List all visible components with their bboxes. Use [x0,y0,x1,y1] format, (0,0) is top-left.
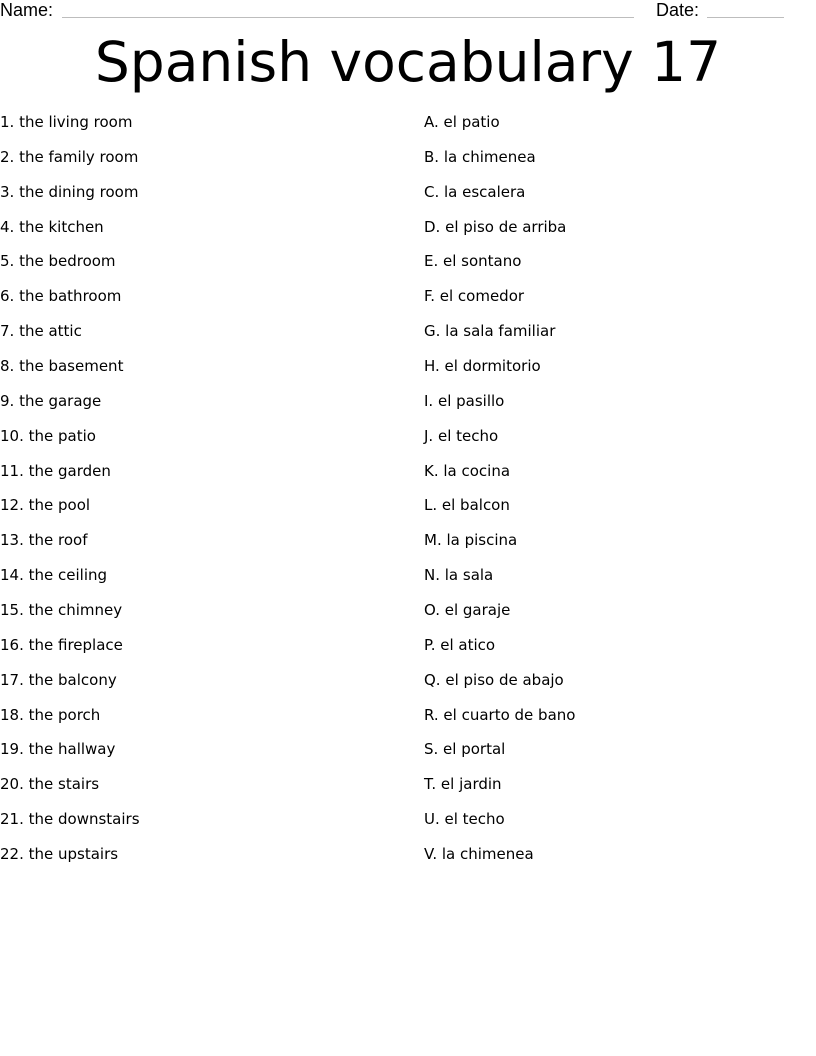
term-item: 3. the dining room [0,182,139,201]
answer-item: E. el sontano [424,252,522,271]
answer-item: A. el patio [424,113,500,131]
answer-item: N. la sala [424,566,494,585]
name-label: Name: [0,0,54,20]
answer-item: G. la sala familiar [424,322,556,341]
answer-item: U. el techo [424,810,505,829]
date-label: Date: [656,0,700,20]
term-item: 21. the downstairs [0,810,140,829]
answer-item: V. la chimenea [424,845,534,864]
answer-item: J. el techo [424,426,499,445]
term-item: 7. the attic [0,322,82,341]
answer-item: F. el comedor [424,287,525,306]
term-item: 8. the basement [0,357,124,376]
answer-item: C. la escalera [424,182,526,201]
term-item: 22. the upstairs [0,845,119,864]
answer-item: R. el cuarto de bano [424,705,576,724]
term-item: 16. the fireplace [0,635,123,654]
term-item: 4. the kitchen [0,217,104,236]
answers-list [424,112,804,879]
answer-item: S. el portal [424,740,506,759]
term-item: 10. the patio [0,426,96,445]
terms-list [0,112,400,879]
answer-item: O. el garaje [424,601,511,620]
answer-item: D. el piso de arriba [424,217,567,236]
answer-item: L. el balcon [424,496,510,515]
term-item: 9. the garage [0,391,102,410]
worksheet-header [0,0,816,24]
term-item: 2. the family room [0,147,139,166]
term-item: 12. the pool [0,496,91,515]
answer-item: K. la cocina [424,461,511,480]
term-item: 11. the garden [0,461,111,480]
term-item: 13. the roof [0,531,88,550]
term-item: 18. the porch [0,705,101,724]
term-item: 17. the balcony [0,670,117,689]
answer-item: T. el jardin [424,775,502,794]
answer-item: H. el dormitorio [424,357,541,376]
answer-item: B. la chimenea [424,147,536,166]
page-title: Spanish vocabulary 17 [94,30,722,94]
term-item: 19. the hallway [0,740,116,759]
date-field-line[interactable] [707,17,784,18]
term-item: 20. the stairs [0,775,100,794]
term-item: 14. the ceiling [0,566,108,585]
term-item: 1. the living room [0,113,133,131]
term-item: 6. the bathroom [0,287,122,306]
answer-item: P. el atico [424,635,496,654]
name-field-line[interactable] [62,17,634,18]
answer-item: Q. el piso de abajo [424,670,564,689]
term-item: 15. the chimney [0,601,123,620]
answer-item: M. la piscina [424,531,518,550]
answer-item: I. el pasillo [424,391,505,410]
term-item: 5. the bedroom [0,252,116,271]
